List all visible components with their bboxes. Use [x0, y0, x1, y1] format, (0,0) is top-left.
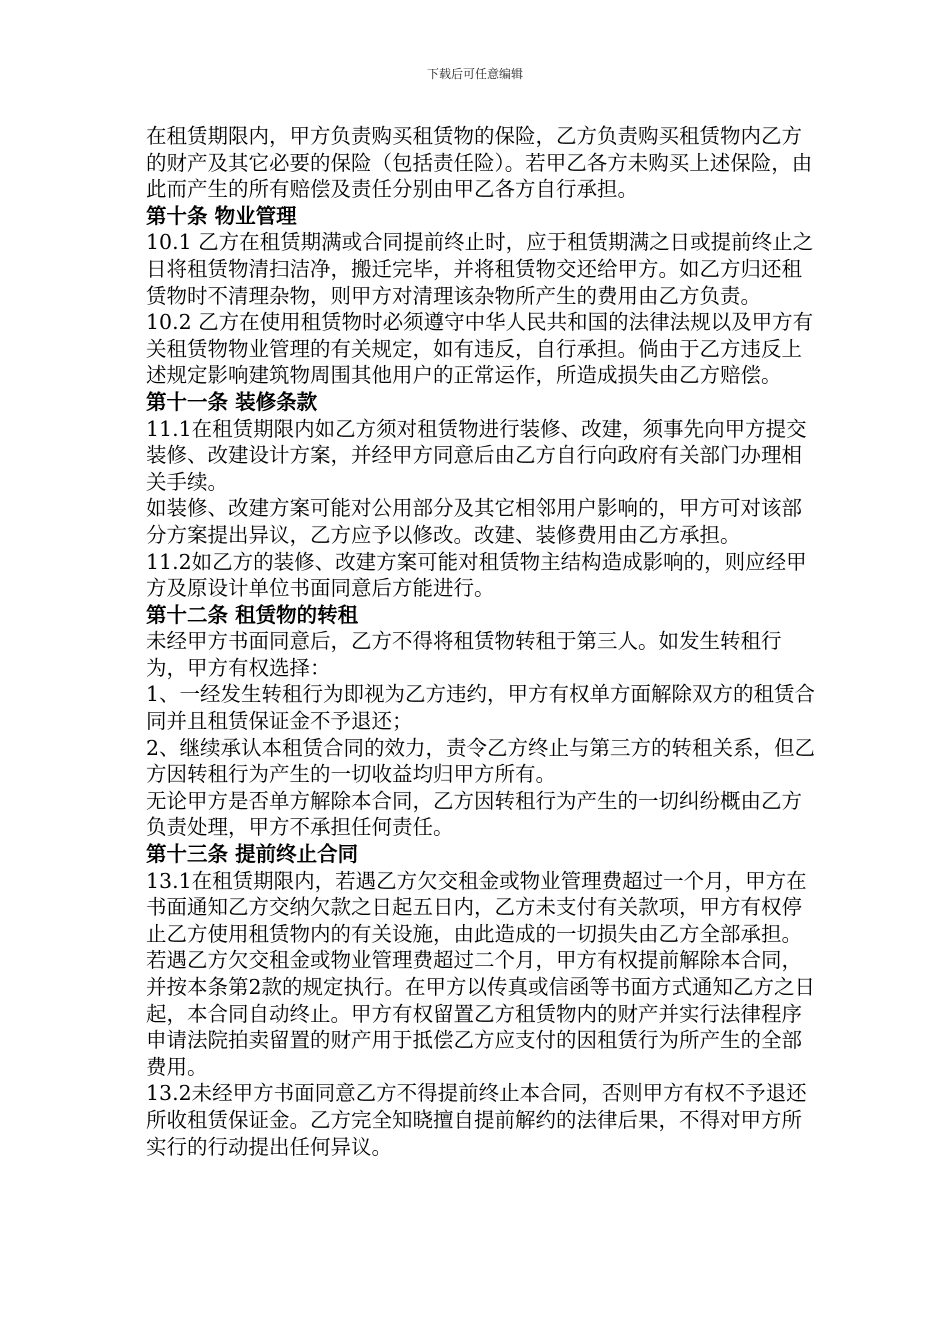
paragraph-11-2: 11.2如乙方的装修、改建方案可能对租赁物主结构造成影响的，则应经甲方及原设计单位书面同意后方能进行。: [146, 549, 807, 601]
section-heading-13: 第十三条 提前终止合同: [146, 842, 359, 867]
document-body: [146, 123, 816, 1160]
paragraph-11-1-cont: 如装修、改建方案可能对公用部分及其它相邻用户影响的，甲方可对该部分方案提出异议，乙方应予以修改。改建、装修费用由乙方承担。: [146, 496, 802, 547]
section-heading-12: 第十二条 租赁物的转租: [146, 602, 359, 627]
page-header-note: 下载后可任意编辑: [426, 67, 523, 81]
paragraph-12-intro: 未经甲方书面同意后，乙方不得将租赁物转租于第三人。如发生转租行为，甲方有权选择：: [146, 629, 782, 680]
paragraph-10-1: 10.1 乙方在租赁期满或合同提前终止时，应于租赁期满之日或提前终止之日将租赁物清扫洁净，搬迁完毕，并将租赁物交还给甲方。如乙方归还租赁物时不清理杂物，则甲方对清理该杂物所产生的费用由乙方负责。: [146, 230, 814, 308]
section-heading-11: 第十一条 装修条款: [146, 389, 318, 414]
paragraph-13-1: 13.1在租赁期限内，若遇乙方欠交租金或物业管理费超过一个月，甲方在书面通知乙方交纳欠款之日起五日内，乙方未支付有关款项，甲方有权停止乙方使用租赁物内的有关设施，由此造成的一切损失由乙方全部承担。: [146, 868, 807, 946]
paragraph-13-2: 13.2未经甲方书面同意乙方不得提前终止本合同，否则甲方有权不予退还所收租赁保证金。乙方完全知晓擅自提前解约的法律后果，不得对甲方所实行的行动提出任何异议。: [146, 1081, 807, 1159]
section-heading-10: 第十条 物业管理: [146, 203, 297, 228]
paragraph-13-1-cont: 若遇乙方欠交租金或物业管理费超过二个月，甲方有权提前解除本合同，并按本条第2款的规定执行。在甲方以传真或信函等书面方式通知乙方之日起，本合同自动终止。甲方有权留置乙方租赁物内的财产并实行法律程序申请法院拍卖留置的财产用于抵偿乙方应支付的因租赁行为所产生的全部费用。: [146, 948, 816, 1079]
paragraph-12-option-1: 1、一经发生转租行为即视为乙方违约，甲方有权单方面解除双方的租赁合同并且租赁保证金不予退还；: [146, 682, 816, 734]
paragraph-10-2: 10.2 乙方在使用租赁物时必须遵守中华人民共和国的法律法规以及甲方有关租赁物物业管理的有关规定，如有违反，自行承担。倘由于乙方违反上述规定影响建筑物周围其他用户的正常运作，所造成损失由乙方赔偿。: [146, 310, 814, 388]
paragraph-12-option-2: 2、继续承认本租赁合同的效力，责令乙方终止与第三方的转租关系，但乙方因转租行为产生的一切收益均归甲方所有。: [146, 735, 816, 787]
paragraph-12-closing: 无论甲方是否单方解除本合同，乙方因转租行为产生的一切纠纷概由乙方负责处理，甲方不承担任何责任。: [146, 788, 802, 840]
paragraph-11-1: 11.1在租赁期限内如乙方须对租赁物进行装修、改建，须事先向甲方提交装修、改建设计方案，并经甲方同意后由乙方自行向政府有关部门办理相关手续。: [146, 416, 807, 494]
paragraph-insurance: 在租赁期限内，甲方负责购买租赁物的保险，乙方负责购买租赁物内乙方的财产及其它必要的保险（包括责任险）。若甲乙各方未购买上述保险，由此而产生的所有赔偿及责任分别由甲乙各方自行承担。: [146, 124, 813, 202]
